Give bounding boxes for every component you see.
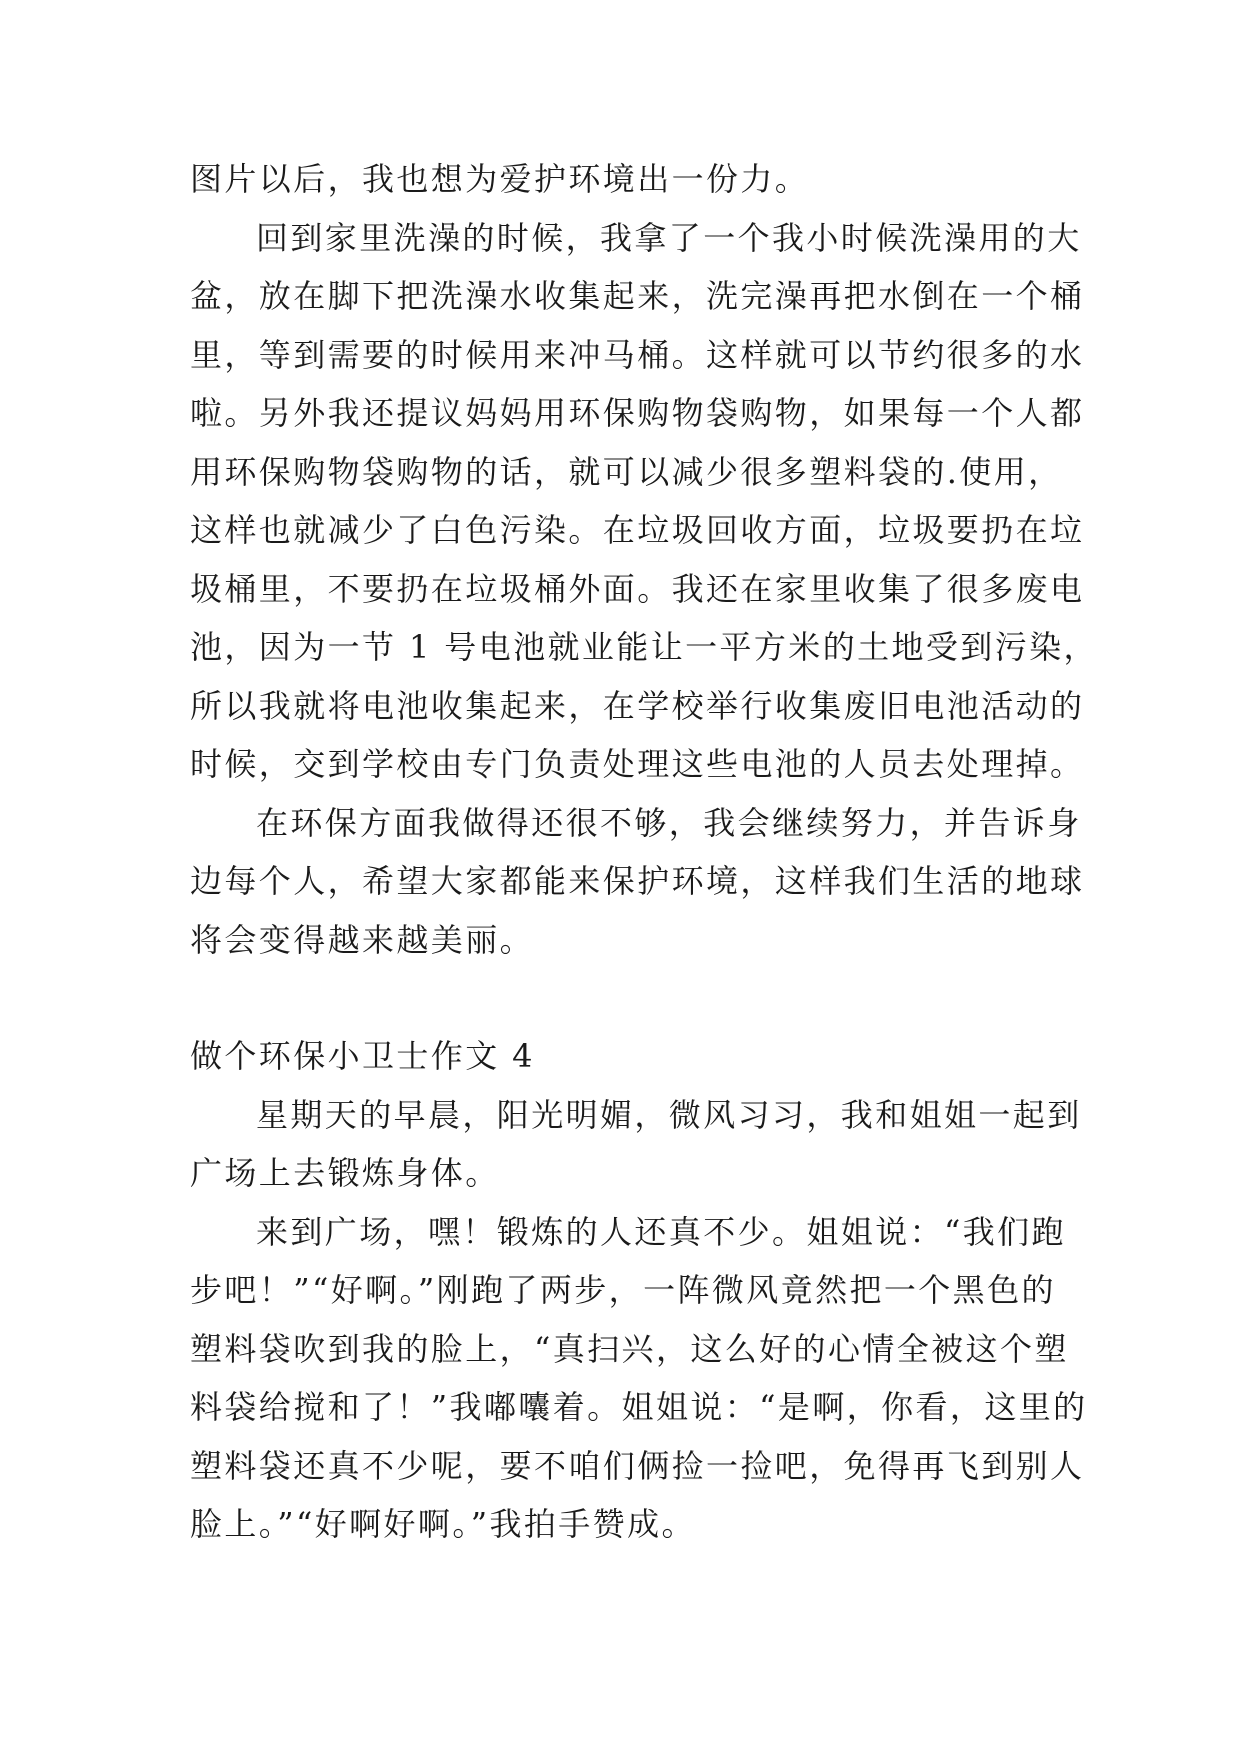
text-line: 盆，放在脚下把洗澡水收集起来，洗完澡再把水倒在一个桶 bbox=[190, 277, 1085, 315]
text-line: 时候，交到学校由专门负责处理这些电池的人员去处理掉。 bbox=[190, 745, 1085, 783]
text-line: 广场上去锻炼身体。 bbox=[190, 1154, 500, 1192]
paragraph-start-line: 回到家里洗澡的时候，我拿了一个我小时候洗澡用的大 bbox=[256, 218, 1082, 257]
text-line: 里，等到需要的时候用来冲马桶。这样就可以节约很多的水 bbox=[190, 335, 1085, 374]
paragraph-start-line: 来到广场，嘿！锻炼的人还真不少。姐姐说：“我们跑 bbox=[256, 1212, 1066, 1251]
section-title: 做个环保小卫士作文 4 bbox=[190, 1037, 535, 1075]
text-line: 池，因为一节 1 号电池就业能让一平方米的土地受到污染， bbox=[190, 628, 1098, 666]
text-line: 料袋给搅和了！”我嘟囔着。姐姐说：“是啊，你看，这里的 bbox=[190, 1388, 1088, 1426]
text-line: 步吧！”“好啊。”刚跑了两步，一阵微风竟然把一个黑色的 bbox=[190, 1271, 1056, 1309]
section-gap bbox=[190, 969, 1060, 1027]
text-line: 塑料袋还真不少呢，要不咱们俩捡一捡吧，免得再飞到别人 bbox=[190, 1446, 1085, 1485]
text-line: 所以我就将电池收集起来，在学校举行收集废旧电池活动的 bbox=[190, 686, 1085, 725]
document-body bbox=[190, 150, 1098, 1554]
text-line: 将会变得越来越美丽。 bbox=[190, 920, 535, 959]
text-line: 边每个人，希望大家都能来保护环境，这样我们生活的地球 bbox=[190, 862, 1085, 900]
text-line: 塑料袋吹到我的脸上，“真扫兴，这么好的心情全被这个塑 bbox=[190, 1329, 1069, 1368]
text-line: 脸上。”“好啊好啊。”我拍手赞成。 bbox=[190, 1505, 696, 1543]
text-line: 图片以后，我也想为爱护环境出一份力。 bbox=[190, 160, 810, 198]
paragraph-start-line: 在环保方面我做得还很不够，我会继续努力，并告诉身 bbox=[256, 803, 1082, 842]
text-line: 这样也就减少了白色污染。在垃圾回收方面，垃圾要扔在垃 bbox=[190, 511, 1085, 549]
text-line: 啦。另外我还提议妈妈用环保购物袋购物，如果每一个人都 bbox=[190, 394, 1085, 432]
text-line: 用环保购物袋购物的话，就可以减少很多塑料袋的.使用， bbox=[190, 452, 1063, 491]
paragraph-start-line: 星期天的早晨，阳光明媚，微风习习，我和姐姐一起到 bbox=[256, 1095, 1082, 1134]
text-line: 圾桶里，不要扔在垃圾桶外面。我还在家里收集了很多废电 bbox=[190, 569, 1085, 608]
